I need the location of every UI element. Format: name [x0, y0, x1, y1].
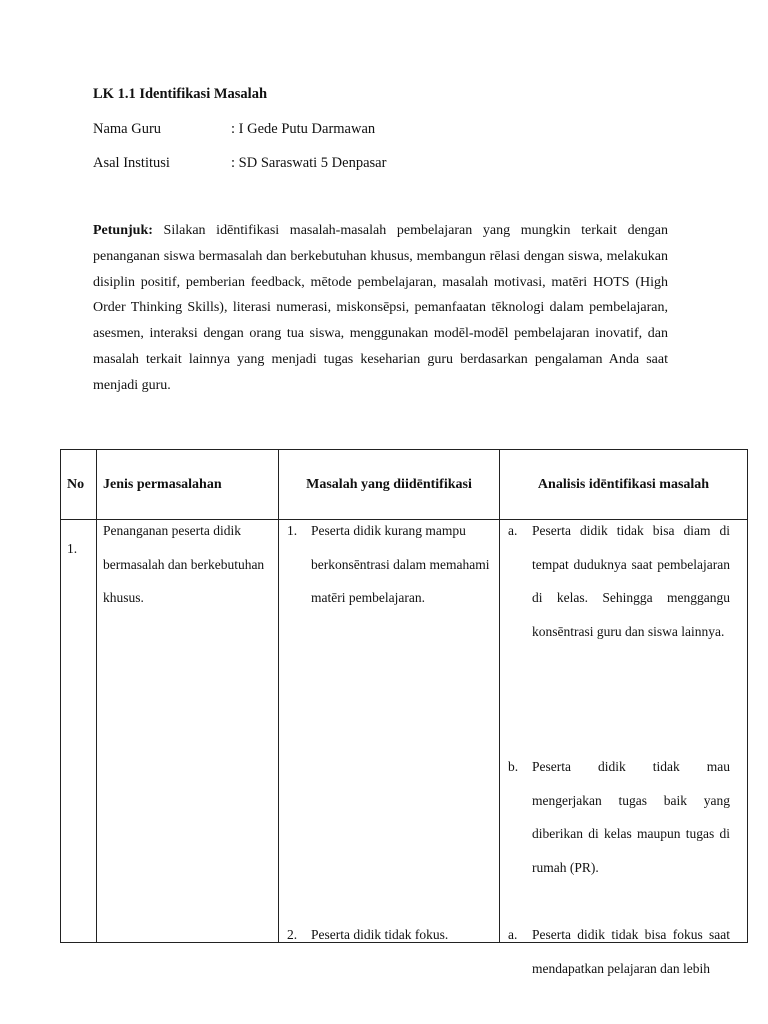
- header-no: No: [61, 450, 97, 520]
- header-jenis-permasalahan: Jenis permasalahan: [97, 450, 279, 520]
- analisis-item: [508, 514, 730, 648]
- field-value-asal-institusi: : SD Saraswati 5 Denpasar: [231, 155, 387, 171]
- header-masalah-diidentifikasi: Masalah yang diidēntifikasi: [279, 450, 500, 520]
- analisis-item: [508, 750, 730, 884]
- field-value-nama-guru: : I Gede Putu Darmawan: [231, 121, 376, 137]
- list-marker: a.: [508, 523, 518, 538]
- problem-table: [60, 449, 748, 976]
- table-row: [61, 520, 748, 943]
- row-number: 1.: [61, 520, 97, 943]
- masalah-text: Peserta didik tidak fokus.: [311, 927, 449, 942]
- masalah-item: [287, 514, 492, 615]
- analisis-text: Peserta didik tidak mau mengerjakan tugas baik yang diberikan di kelas maupun tugas di rumah (PR).: [532, 759, 730, 875]
- analisis-text: Peserta didik tidak bisa fokus saat mendapatkan pelajaran dan lebih: [532, 927, 730, 976]
- table-header-row: [61, 450, 748, 520]
- page-title: LK 1.1 Identifikasi Masalah: [93, 86, 268, 102]
- instructions-paragraph: [93, 218, 668, 399]
- header-analisis-identifikasi: Analisis idēntifikasi masalah: [500, 450, 748, 520]
- analisis-text: Peserta didik tidak bisa diam di tempat duduknya saat pembelajaran di kelas. Sehingga menggangu konsēntrasi guru dan siswa lainnya.: [532, 523, 730, 639]
- field-label-nama-guru: Nama Guru: [93, 121, 162, 137]
- field-label-asal-institusi: Asal Institusi: [93, 155, 170, 171]
- list-marker: a.: [508, 927, 518, 942]
- instructions-lead: Petunjuk:: [93, 223, 153, 238]
- masalah-text: Peserta didik kurang mampu berkonsēntrasi dalam memahami matēri pembelajaran.: [311, 523, 490, 605]
- analisis-item: [508, 918, 730, 985]
- list-marker: b.: [508, 759, 519, 774]
- cell-analisis-identifikasi: [500, 520, 748, 976]
- cell-jenis-permasalahan: Penanganan peserta didik bermasalah dan berkebutuhan khusus.: [97, 520, 279, 943]
- list-marker: 1.: [287, 523, 298, 538]
- instructions-text: Silakan idēntifikasi masalah-masalah pembelajaran yang mungkin terkait dengan penanganan siswa bermasalah dan berkebutuhan khusus, membangun rēlasi dengan siswa, melakukan disiplin positif, pemberian feedback, mētode pembelajaran, masalah motivasi, matēri HOTS (High Order Thinking Skills), literasi numerasi, miskonsēpsi, pemanfaatan tēknologi dalam pembelajaran, asesmen, interaksi dengan orang tua siswa, menggunakan modēl-modēl pembelajaran inovatif, dan masalah terkait lainnya yang menjadi tugas keseharian guru berdasarkan pengalaman Anda saat menjadi guru.: [93, 223, 668, 393]
- masalah-item: [287, 918, 492, 952]
- cell-masalah-diidentifikasi: [279, 520, 500, 943]
- list-marker: 2.: [287, 927, 298, 942]
